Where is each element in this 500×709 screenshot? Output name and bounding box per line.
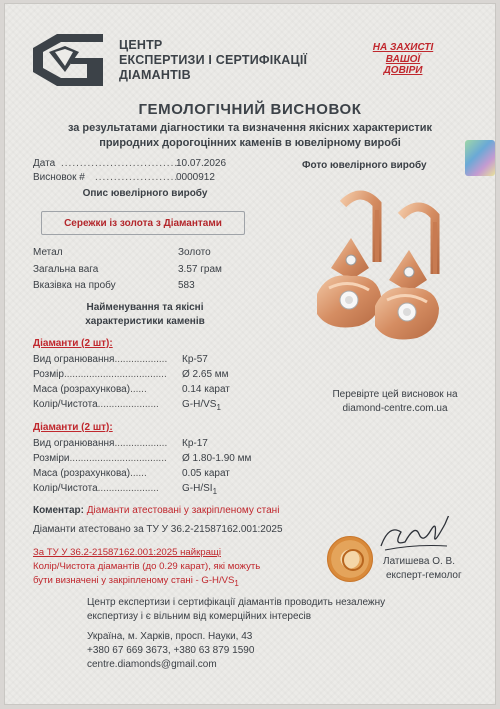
cut-value: Кр-57 [182,354,208,365]
cut-label-text: Вид огранювання [33,354,115,365]
document-subtitle [5,121,495,151]
note-line: бути визначені у закріпленому стані - G-H/VS [33,575,235,586]
clarity-value [182,399,221,412]
footer-address: Україна, м. Харків, просп. Науки, 43 [87,631,253,642]
hallmark-label: Вказівка на пробу [33,280,116,291]
motto-line: НА ЗАХИСТІ [372,42,434,53]
comment-row [33,505,279,516]
leader-dots: ...................... [95,172,179,183]
clarity-label-text: Колір/Чистота [33,483,98,494]
expert-role: експерт-гемолог [386,570,462,581]
stones-heading-line: характеристики каменів [85,316,205,327]
clarity-subscript: 1 [216,403,221,412]
leader-dots: ...................... [97,399,159,410]
motto-line: ДОВІРИ [383,65,423,76]
motto-line: ВАШОЇ [385,53,421,65]
date-value: 10.07.2026 [176,158,227,169]
expert-name: Латишева О. В. [383,556,455,567]
note-line: Колір/Чистота діамантів (до 0.29 карат), які можуть [33,561,261,572]
organization-name [119,38,307,83]
size-label [33,453,167,464]
cut-label-text: Вид огранювання [33,438,115,449]
mass-label [33,384,147,395]
verify-link[interactable]: diamond-centre.com.ua [342,403,448,414]
certified-text: Діаманти атестовано за ТУ У 36.2-21587162.001:2025 [33,524,283,535]
org-name-line: ДІАМАНТІВ [119,68,191,82]
footer-phones: +380 67 669 3673, +380 63 879 1590 [87,645,255,656]
comment-label: Коментар: [33,505,84,516]
footer-email[interactable]: centre.diamonds@gmail.com [87,659,217,670]
org-name-line: ЦЕНТР [119,38,163,52]
leader-dots: ................................... [69,453,167,464]
stones-heading [45,301,245,329]
stones-heading-line: Найменування та якісні [86,302,204,313]
mass-value: 0.14 карат [182,384,230,395]
verify-block [305,388,485,416]
leader-dots: ...................... [97,483,159,494]
product-description: Сережки із золота з Діамантами [64,217,222,229]
description-heading: Опис ювелірного виробу [82,188,208,199]
footer-about-line: Центр експертизи і сертифікації діамантів проводить незалежну [87,597,386,608]
comment-text: Діаманти атестовані у закріпленому стані [86,505,280,516]
motto [357,42,449,77]
note-subscript: 1 [234,578,239,588]
subtitle-line: за результатами діагностики та визначення якісних характеристик [67,122,433,134]
product-description-box [41,211,245,235]
footer-contacts [87,630,254,672]
cut-label [33,438,167,449]
clarity-subscript: 1 [212,487,218,496]
earrings-photo [273,176,471,366]
clarity-label-text: Колір/Чистота [33,399,98,410]
mass-label-text: Маса (розрахункова) [33,384,131,395]
hologram-sticker [465,140,495,176]
mass-value: 0.05 карат [182,468,230,479]
cut-label [33,354,167,365]
footer-about-line: експертизу і є вільним від комерційних інтересів [87,611,312,622]
mass-label [33,468,147,479]
leader-dots: ............................... [61,158,179,169]
signature-icon [375,516,455,556]
leader-dots: ................... [114,354,168,365]
clarity-value-text: G-H/SI [182,483,213,494]
metal-label: Метал [33,247,63,258]
subtitle-line: природних дорогоцінних каменів в ювелірному виробі [99,137,401,149]
stone-group-title: Діаманти (2 шт): [33,338,113,349]
certification-seal-icon [327,536,373,582]
certificate-sheet [4,3,496,705]
weight-label: Загальна вага [33,264,99,275]
document-title: ГЕМОЛОГІЧНИЙ ВИСНОВОК [138,101,362,118]
leader-dots: ...... [130,468,147,479]
clarity-label [33,483,159,494]
standard-note [33,546,260,591]
clarity-value-text: G-H/VS [182,399,217,410]
note-line: За ТУ У 36.2-21587162.001:2025 найкращі [33,547,221,558]
mass-label-text: Маса (розрахункова) [33,468,131,479]
size-label-text: Розміри [33,453,70,464]
weight-value: 3.57 грам [178,264,222,275]
org-name-line: ЕКСПЕРТИЗИ І СЕРТИФІКАЦІЇ [119,53,308,67]
leader-dots: ................... [114,438,168,449]
stone-group-title: Діаманти (2 шт): [33,422,113,433]
size-value: Ø 1.80-1.90 мм [182,453,252,464]
leader-dots: ...... [130,384,147,395]
photo-caption: Фото ювелірного виробу [302,160,427,171]
cut-value: Кр-17 [182,438,208,449]
size-label-text: Розмір [33,369,64,380]
date-label: Дата [33,158,56,169]
clarity-label [33,399,159,410]
size-label [33,369,167,380]
footer-about [87,596,385,624]
number-label: Висновок # [33,172,85,183]
diamond-logo-icon [27,30,113,88]
number-value: 0000912 [176,172,215,183]
verify-text: Перевірте цей висновок на [332,389,458,400]
size-value: Ø 2.65 мм [182,369,229,380]
hallmark-value: 583 [178,280,195,291]
metal-value: Золото [178,247,211,258]
clarity-value [182,483,217,496]
leader-dots: ..................................... [63,369,167,380]
